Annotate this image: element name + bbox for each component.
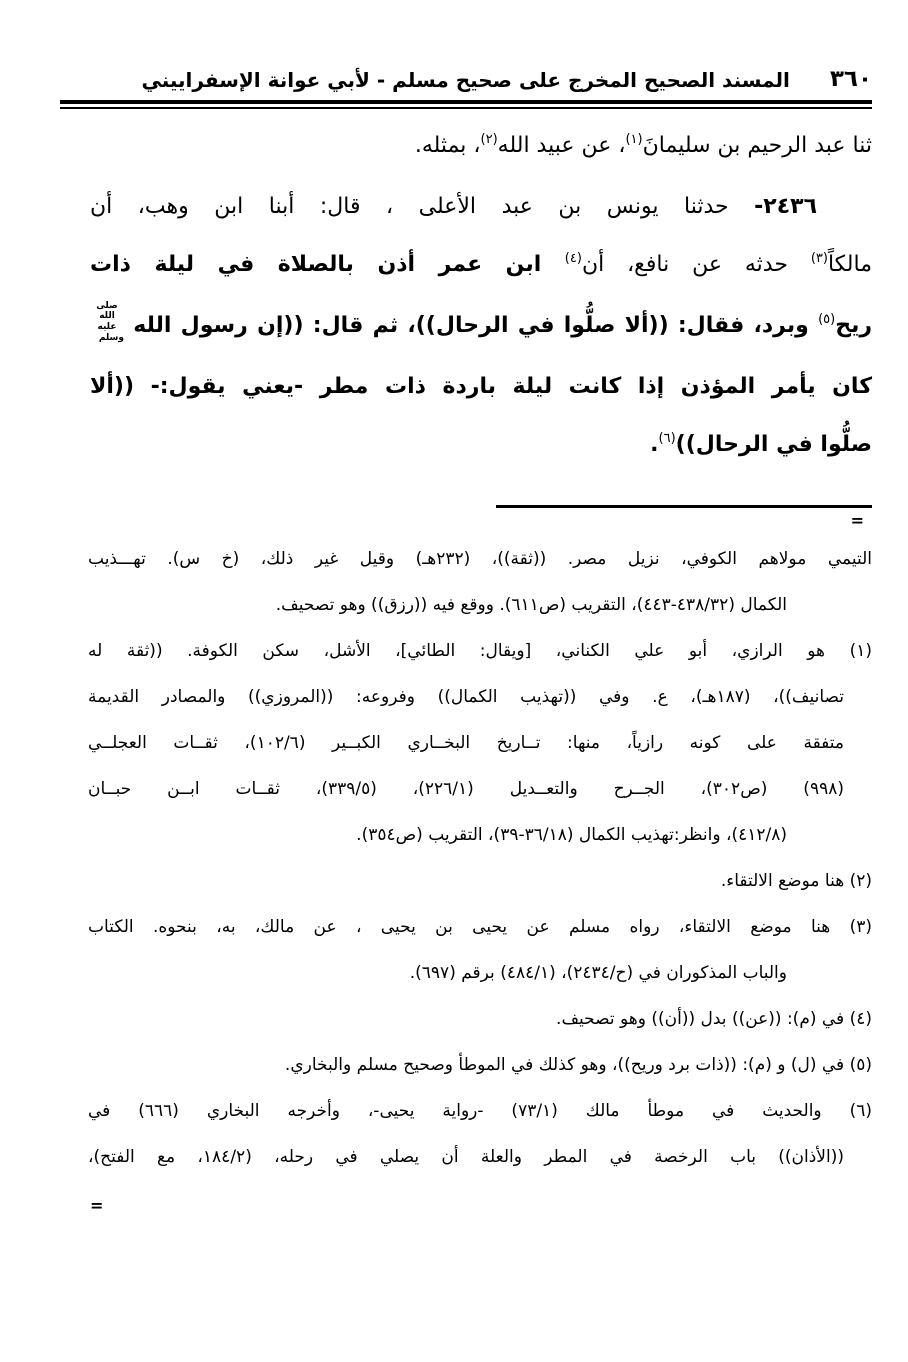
footnote-line: (٦) والحديث في موطأ مالك (٧٣/١) -رواية يحيى-، وأخرجه البخاري (٦٦٦) في [88, 1101, 872, 1121]
footnote-1 [88, 628, 872, 858]
footnote-marker-4: (٤) [564, 251, 582, 266]
footnote-marker-6: (٦) [658, 431, 676, 446]
page-number: ٣٦٠ [829, 66, 872, 92]
matn-text: كان يأمر المؤذن إذا كانت ليلة باردة ذات مطر -يعني يقول:- ((ألا [90, 374, 872, 399]
continuation-mark-top: = [850, 511, 864, 530]
isnad-text: مالكاً [827, 252, 872, 277]
isnad-text: ثنا عبد الرحيم بن سليمانَ [642, 133, 872, 158]
text-line [90, 358, 872, 416]
header-rule [60, 100, 872, 109]
footnote-6 [88, 1088, 872, 1180]
footnote-continuation [88, 536, 872, 628]
isnad-text: حدثنا يونس بن عبد الأعلى ، قال: أبنا ابن وهب، أن [90, 194, 755, 219]
footnotes-section [60, 536, 872, 1232]
footnote-line: (١) هو الرازي، أبو علي الكناني، [ويقال: الطائي]، الأشل، سكن الكوفة. ((ثقة له [88, 641, 872, 661]
footnote-marker-1: (١) [625, 132, 643, 147]
footnote-line: (٥) في (ل) و (م): ((ذات برد وريح))، وهو كذلك في الموطأ وصحيح مسلم والبخاري. [284, 1055, 872, 1075]
hadith-text [60, 117, 872, 477]
pbuh-ligature-icon: صلى الله عليه وسلم [96, 300, 124, 343]
footnote-line: (٣) هنا موضع الالتقاء، رواه مسلم عن يحيى بن يحيى ، عن مالك، به، بنحوه. الكتاب [88, 917, 872, 937]
footnote-3 [88, 904, 872, 996]
matn-text: وبرد، فقال: ((ألا صلُّوا في الرحال))، ثم قال: ((إن رسول الله [124, 313, 819, 338]
isnad-text: ، بمثله. [414, 133, 481, 158]
footnote-line: (٩٩٨) (ص٣٠٢)، الجــرح والتعــديل (٢٢٦/١)، (٣٣٩/٥)، ثقــات ابــن حبــان [88, 779, 844, 799]
footnote-line: تصانيف))، (١٨٧هـ)، ع. وفي ((تهذيب الكمال)) وفروعه: ((المروزي)) والمصادر القديمة [88, 687, 844, 707]
continuation-mark-bottom: = [90, 1196, 104, 1215]
text-line [90, 178, 872, 236]
matn-text: صلُّوا في الرحال)) [675, 432, 872, 457]
footnote-5 [88, 1042, 872, 1088]
footnote-marker-5: (٥) [818, 312, 836, 327]
footnote-line: (٤) في (م): ((عن)) بدل ((أن)) وهو تصحيف. [556, 1009, 872, 1029]
text-line [90, 416, 872, 477]
footnote-line: والباب المذكوران في (ح/٢٤٣٤)، (٤٨٤/١) برقم (٦٩٧). [409, 963, 787, 983]
text-line [90, 236, 872, 297]
footnote-line: الكمال (٤٤٣‎-‎٤٣٨/٣٢)، التقريب (ص٦١١). ووقع فيه ((رزق)) وهو تصحيف. [275, 595, 787, 615]
isnad-text: حدثه عن نافع، أن [581, 252, 811, 277]
footnote-line: متفقة على كونه رازياً، منها: تــاريخ البخــاري الكبــير (١٠٢/٦)، ثقــات العجلــي [88, 733, 844, 753]
page-header [60, 66, 872, 92]
isnad-text: ، عن عبيد الله [497, 133, 626, 158]
footnote-4 [88, 996, 872, 1042]
text-line [90, 297, 872, 358]
matn-text: ابن عمر أذن بالصلاة في ليلة ذات [90, 252, 565, 277]
hadith-number: ٢٤٣٦- [754, 194, 817, 219]
footnote-line: (٢) هنا موضع الالتقاء. [720, 871, 872, 891]
matn-text: ريح [835, 313, 872, 338]
text-line [90, 117, 872, 178]
footnote-line: التيمي مولاهم الكوفي، نزيل مصر. ((ثقة))، (٢٣٢هـ) وقيل غير ذلك، (خ س). تهـــذيب [88, 549, 872, 569]
book-title: المسند الصحيح المخرج على صحيح مسلم - لأبي عوانة الإسفراييني [141, 68, 790, 92]
footnote-line: ((الأذان)) باب الرخصة في المطر والعلة أن يصلي في رحله، (١٨٤/٢، مع الفتح)، [88, 1147, 844, 1167]
matn-text: . [650, 432, 659, 457]
footnote-2 [88, 858, 872, 904]
footnote-line: (٤١٢/٨)، وانظر:تهذيب الكمال (٣٩‎-‎٣٦/١٨)، التقريب (ص٣٥٤). [356, 825, 787, 845]
footnote-marker-2: (٢) [480, 132, 498, 147]
footnote-marker-3: (٣) [810, 251, 828, 266]
